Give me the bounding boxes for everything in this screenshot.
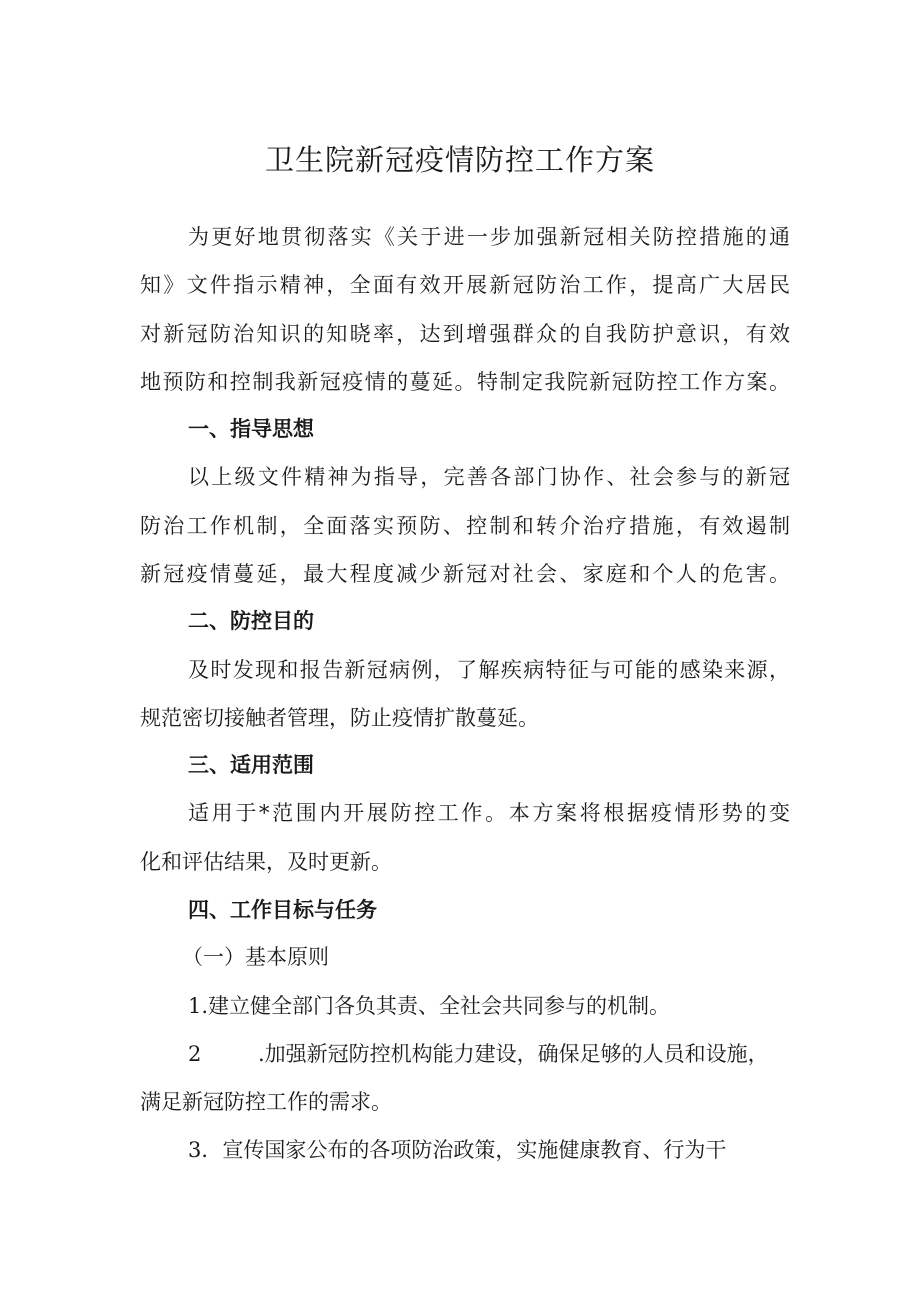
section-3-heading: 三、适用范围: [188, 753, 314, 777]
section-2-line-2: 规范密切接触者管理，防止疫情扩散蔓延。: [140, 706, 539, 730]
section-4-item-2-line-2: 满足新冠防控工作的需求。: [140, 1090, 392, 1114]
section-4-item-3: 3．宣传国家公布的各项防治政策，实施健康教育、行为干: [188, 1138, 727, 1162]
section-3-line-2: 化和评估结果，及时更新。: [140, 850, 392, 874]
section-1-line-3: 新冠疫情蔓延，最大程度减少新冠对社会、家庭和个人的危害。: [140, 562, 790, 586]
section-1-line-2: 防治工作机制，全面落实预防、控制和转介治疗措施，有效遏制: [140, 514, 790, 538]
section-1-heading: 一、指导思想: [188, 417, 314, 441]
section-4-item-1: 1.建立健全部门各负其责、全社会共同参与的机制。: [188, 994, 671, 1018]
section-2-line-1: 及时发现和报告新冠病例，了解疾病特征与可能的感染来源，: [188, 658, 790, 682]
intro-line-1: 为更好地贯彻落实《关于进一步加强新冠相关防控措施的通: [188, 225, 790, 249]
intro-line-4: 地预防和控制我新冠疫情的蔓延。特制定我院新冠防控工作方案。: [140, 370, 790, 394]
section-4-subheading: （一）基本原则: [182, 945, 329, 969]
section-4-item-2-number: 2: [188, 1042, 202, 1066]
section-3-line-1: 适用于*范围内开展防控工作。本方案将根据疫情形势的变: [188, 801, 790, 825]
intro-line-2: 知》文件指示精神，全面有效开展新冠防治工作，提高广大居民: [140, 273, 790, 297]
intro-line-3: 对新冠防治知识的知晓率，达到增强群众的自我防护意识，有效: [140, 322, 790, 346]
document-title: 卫生院新冠疫情防控工作方案: [264, 143, 655, 177]
section-4-heading: 四、工作目标与任务: [188, 898, 377, 922]
section-2-heading: 二、防控目的: [188, 609, 314, 633]
section-4-item-2: [188, 1040, 790, 1068]
section-1-line-1: 以上级文件精神为指导，完善各部门协作、社会参与的新冠: [188, 465, 790, 489]
section-4-item-2-text: .加强新冠防控机构能力建设，确保足够的人员和设施，: [258, 1042, 769, 1066]
